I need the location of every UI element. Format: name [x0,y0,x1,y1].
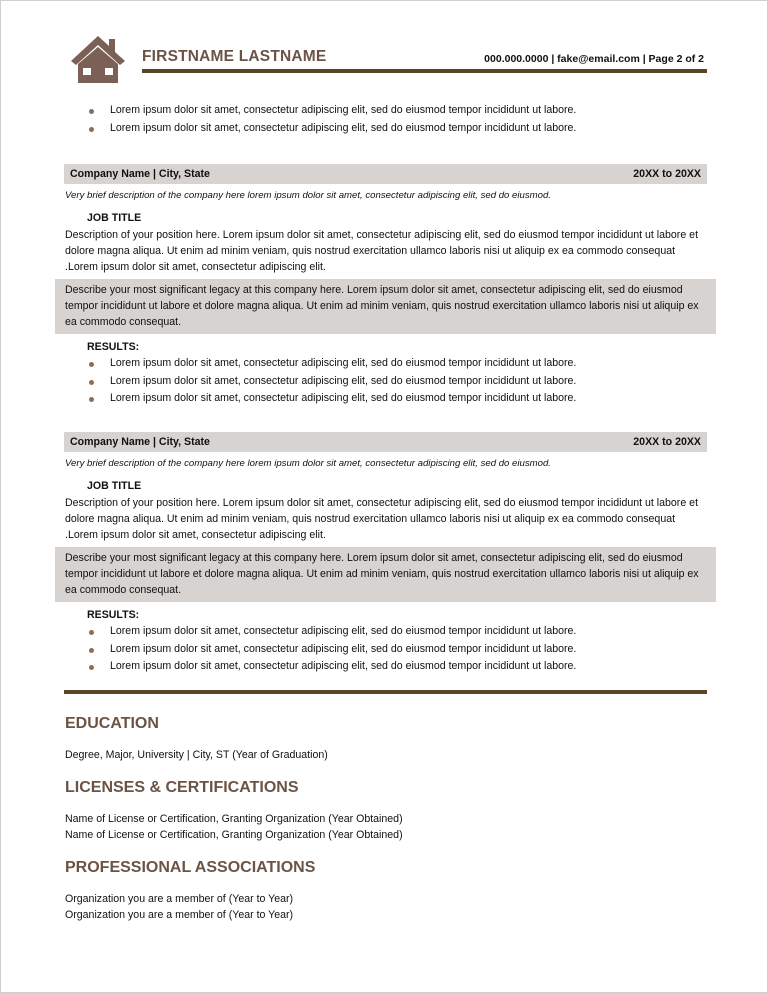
list-item: Lorem ipsum dolor sit amet, consectetur adipiscing elit, sed do eiusmod tempor incididunt ut labore. [64,641,707,659]
house-icon [69,34,127,84]
associations-heading: PROFESSIONAL ASSOCIATIONS [65,859,316,876]
education-line: Degree, Major, University | City, ST (Year of Graduation) [65,749,328,761]
candidate-name: FIRSTNAME LASTNAME [142,48,327,65]
list-item: Lorem ipsum dolor sit amet, consectetur adipiscing elit, sed do eiusmod tempor incididunt ut labore. [64,120,576,138]
contact-info: 000.000.0000 | fake@email.com | Page 2 of 2 [484,53,704,65]
association-line: Organization you are a member of (Year to Year) [65,893,294,905]
company-description: Very brief description of the company here lorem ipsum dolor sit amet, consectetur adipiscing elit, sed do eiusmod. [65,190,551,201]
license-line: Name of License or Certification, Granting Organization (Year Obtained) [65,813,403,825]
company-name: Company Name | City, State [70,436,210,448]
section-rule [64,690,707,694]
company-bar [64,164,707,184]
results-list [1,355,707,408]
list-item: Lorem ipsum dolor sit amet, consectetur adipiscing elit, sed do eiusmod tempor incididunt ut labore. [64,355,707,373]
header-rule [142,69,707,73]
job-description: Description of your position here. Lorem ipsum dolor sit amet, consectetur adipiscing elit, sed do eiusmod tempor incididunt ut labore et dolore magna aliqua. Ut enim ad minim veniam, quis nostrud exercitation ullamco laboris nisi ut aliquip ex ea commodo consequat .Lorem ipsum dolor sit amet, consectetur adipiscing elit. [65,497,699,541]
job-dates: 20XX to 20XX [633,168,701,180]
job-entry [64,164,707,408]
results-label: RESULTS: [87,609,140,621]
list-item: Lorem ipsum dolor sit amet, consectetur adipiscing elit, sed do eiusmod tempor incididunt ut labore. [64,658,707,676]
licenses-heading: LICENSES & CERTIFICATIONS [65,779,299,796]
job-title: JOB TITLE [87,480,142,492]
job-title: JOB TITLE [87,212,142,224]
job-description: Description of your position here. Lorem ipsum dolor sit amet, consectetur adipiscing elit, sed do eiusmod tempor incididunt ut labore et dolore magna aliqua. Ut enim ad minim veniam, quis nostrud exercitation ullamco laboris nisi ut aliquip ex ea commodo consequat .Lorem ipsum dolor sit amet, consectetur adipiscing elit. [65,229,699,273]
list-item: Lorem ipsum dolor sit amet, consectetur adipiscing elit, sed do eiusmod tempor incididunt ut labore. [64,623,707,641]
company-description: Very brief description of the company here lorem ipsum dolor sit amet, consectetur adipiscing elit, sed do eiusmod. [65,458,551,469]
company-bar [64,432,707,452]
license-line: Name of License or Certification, Granting Organization (Year Obtained) [65,829,403,841]
list-item: Lorem ipsum dolor sit amet, consectetur adipiscing elit, sed do eiusmod tempor incididunt ut labore. [64,102,576,120]
job-dates: 20XX to 20XX [633,436,701,448]
company-name: Company Name | City, State [70,168,210,180]
list-item: Lorem ipsum dolor sit amet, consectetur adipiscing elit, sed do eiusmod tempor incididunt ut labore. [64,373,707,391]
education-heading: EDUCATION [65,715,159,732]
job-entry [64,432,707,676]
legacy-box: Describe your most significant legacy at this company here. Lorem ipsum dolor sit amet, consectetur adipiscing elit, sed do eiusmod tempor incididunt ut labore et dolore magna aliqua. Ut enim ad minim veniam, quis nostrud exercitation ullamco laboris nisi ut aliquip ex ea commodo consequat. [55,279,716,334]
association-line: Organization you are a member of (Year to Year) [65,909,294,921]
list-item: Lorem ipsum dolor sit amet, consectetur adipiscing elit, sed do eiusmod tempor incididunt ut labore. [64,390,707,408]
results-list [1,623,707,676]
top-bullets [64,102,576,137]
results-label: RESULTS: [87,341,140,353]
legacy-box: Describe your most significant legacy at this company here. Lorem ipsum dolor sit amet, consectetur adipiscing elit, sed do eiusmod tempor incididunt ut labore et dolore magna aliqua. Ut enim ad minim veniam, quis nostrud exercitation ullamco laboris nisi ut aliquip ex ea commodo consequat. [55,547,716,602]
